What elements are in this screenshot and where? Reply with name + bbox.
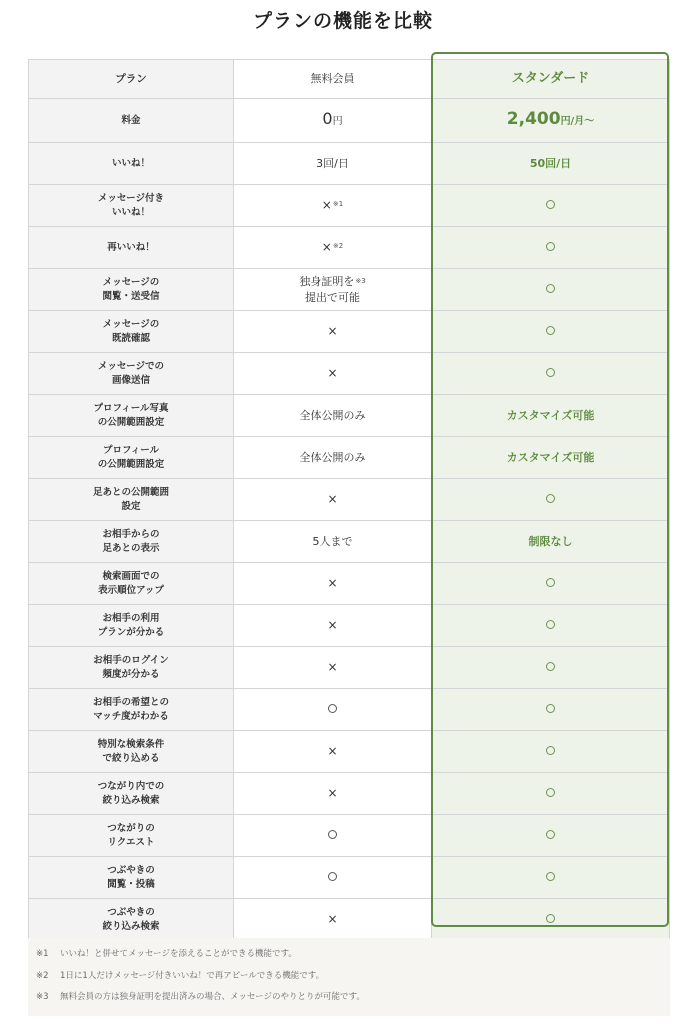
header-free-label: 無料会員 — [310, 72, 355, 85]
price-free-amount: 0 — [322, 109, 333, 128]
feature-label: 足あとの表示 — [102, 542, 160, 554]
feature-cell — [29, 563, 234, 605]
table-row — [29, 605, 670, 647]
feature-label: メッセージ付き — [98, 192, 164, 204]
price-free-unit: 円 — [332, 116, 343, 127]
table-row — [29, 563, 670, 605]
footnote — [36, 966, 662, 988]
feature-label: の公開範囲設定 — [97, 458, 165, 470]
cross-mark: × — [327, 660, 338, 674]
free-cell — [234, 647, 432, 689]
table-row — [29, 815, 670, 857]
price-row — [29, 99, 670, 143]
feature-label: 画像送信 — [111, 374, 150, 386]
free-cell — [234, 857, 432, 899]
free-cell — [234, 437, 432, 479]
feature-label: 絞り込み検索 — [102, 794, 160, 806]
feature-cell — [29, 731, 234, 773]
feature-label: お相手のログイン — [93, 654, 169, 666]
circle-mark — [328, 872, 337, 881]
header-standard-label: スタンダード — [511, 71, 590, 86]
cross-mark: × — [327, 912, 338, 926]
circle-mark — [546, 284, 555, 293]
cross-mark: × — [321, 198, 332, 212]
price-label: 料金 — [121, 114, 141, 126]
table-row — [29, 395, 670, 437]
circle-mark — [546, 242, 555, 251]
standard-cell — [432, 269, 670, 311]
footnote-mark: ※3 — [36, 992, 49, 1002]
cross-mark: × — [327, 324, 338, 338]
standard-cell — [432, 395, 670, 437]
cross-mark: × — [327, 744, 338, 758]
cell-text: 50回/日 — [529, 156, 572, 170]
cross-mark: × — [327, 618, 338, 632]
feature-cell — [29, 521, 234, 563]
circle-mark — [546, 914, 555, 923]
feature-cell — [29, 647, 234, 689]
feature-label: 閲覧・投稿 — [107, 878, 155, 890]
price-standard-cell — [432, 99, 670, 143]
free-cell — [234, 353, 432, 395]
header-free-cell — [234, 60, 432, 99]
feature-cell — [29, 395, 234, 437]
cell-text: 5人まで — [312, 534, 353, 548]
feature-label: で絞り込める — [102, 752, 160, 764]
circle-mark — [546, 704, 555, 713]
header-standard-cell — [432, 60, 670, 99]
cell-text: 3回/日 — [316, 156, 349, 170]
free-cell — [234, 395, 432, 437]
free-cell — [234, 899, 432, 941]
cell-line: 独身証明を — [299, 274, 355, 288]
header-feature-label: プラン — [115, 73, 147, 85]
feature-cell — [29, 437, 234, 479]
circle-mark — [546, 872, 555, 881]
table-row — [29, 227, 670, 269]
feature-label: の公開範囲設定 — [97, 416, 165, 428]
footnote — [36, 987, 662, 1009]
footnote-text: 1日に1人だけメッセージ付きいいね！で再アピールできる機能です。 — [60, 970, 325, 981]
header-feature-cell — [29, 60, 234, 99]
cross-mark: × — [327, 492, 338, 506]
circle-mark — [546, 620, 555, 629]
table-row — [29, 185, 670, 227]
feature-cell — [29, 605, 234, 647]
standard-cell — [432, 437, 670, 479]
free-cell — [234, 269, 432, 311]
feature-label: 足あとの公開範囲 — [92, 486, 169, 498]
feature-cell — [29, 227, 234, 269]
cell-text: カスタマイズ可能 — [506, 408, 595, 422]
cell-text: 制限なし — [528, 534, 573, 548]
footnote-text: 無料会員の方は独身証明を提出済みの場合、メッセージのやりとりが可能です。 — [60, 992, 365, 1002]
table-row — [29, 899, 670, 941]
free-cell — [234, 689, 432, 731]
standard-cell — [432, 143, 670, 185]
feature-cell — [29, 689, 234, 731]
price-standard-amount: 2,400 — [506, 109, 561, 129]
price-feature-cell — [29, 99, 234, 143]
table-row — [29, 689, 670, 731]
circle-mark — [546, 494, 555, 503]
standard-cell — [432, 689, 670, 731]
free-cell — [234, 227, 432, 269]
table-row — [29, 311, 670, 353]
feature-label: プロフィール — [102, 444, 160, 456]
feature-label: メッセージの — [102, 318, 160, 330]
feature-cell — [29, 185, 234, 227]
table-row — [29, 143, 670, 185]
feature-label: いいね！ — [111, 206, 150, 218]
feature-label: お相手の希望との — [92, 696, 169, 708]
circle-mark — [546, 662, 555, 671]
standard-cell — [432, 605, 670, 647]
feature-label: 特別な検索条件 — [97, 738, 165, 750]
feature-label: つながり内での — [97, 780, 165, 792]
feature-label: メッセージでの — [98, 360, 164, 372]
cross-mark: × — [321, 240, 332, 254]
feature-cell — [29, 899, 234, 941]
table-row — [29, 521, 670, 563]
footnote — [36, 944, 662, 966]
free-cell — [234, 563, 432, 605]
feature-label: お相手の利用 — [102, 612, 160, 624]
free-cell — [234, 143, 432, 185]
page-title: プランの機能を比較 — [252, 10, 433, 32]
feature-label: マッチ度がわかる — [93, 710, 169, 722]
circle-mark — [328, 830, 337, 839]
feature-label: 既読確認 — [111, 332, 150, 344]
table-row — [29, 353, 670, 395]
feature-label: つぶやきの — [107, 864, 155, 876]
circle-mark — [328, 704, 337, 713]
feature-cell — [29, 311, 234, 353]
standard-cell — [432, 731, 670, 773]
feature-cell — [29, 143, 234, 185]
free-cell — [234, 521, 432, 563]
price-free-cell — [234, 99, 432, 143]
footnote-ref: ※3 — [355, 276, 366, 285]
circle-mark — [546, 326, 555, 335]
cross-mark: × — [327, 786, 338, 800]
circle-mark — [546, 746, 555, 755]
feature-cell — [29, 857, 234, 899]
footnote-ref: ※2 — [332, 242, 344, 250]
circle-mark — [546, 200, 555, 209]
standard-cell — [432, 647, 670, 689]
free-cell — [234, 185, 432, 227]
standard-cell — [432, 479, 670, 521]
standard-cell — [432, 521, 670, 563]
table-row — [29, 269, 670, 311]
circle-mark — [546, 830, 555, 839]
standard-cell — [432, 227, 670, 269]
feature-label: プロフィール写真 — [93, 402, 169, 414]
feature-label: メッセージの — [102, 276, 160, 288]
circle-mark — [546, 788, 555, 797]
standard-cell — [432, 353, 670, 395]
footnote-mark: ※2 — [36, 970, 49, 981]
feature-label: 表示順位アップ — [98, 584, 164, 596]
feature-label: 設定 — [121, 500, 141, 512]
feature-cell — [29, 353, 234, 395]
feature-label: 頻度が分かる — [102, 668, 160, 680]
free-cell — [234, 731, 432, 773]
feature-label: 再いいね！ — [107, 241, 155, 253]
feature-label: 閲覧・送受信 — [102, 290, 160, 302]
feature-label: 絞り込み検索 — [102, 920, 160, 932]
comparison-table — [28, 59, 670, 941]
cross-mark: × — [327, 576, 338, 590]
free-cell — [234, 773, 432, 815]
standard-cell — [432, 857, 670, 899]
standard-cell — [432, 815, 670, 857]
footnote-text: いいね！と併せてメッセージを添えることができる機能です。 — [60, 949, 297, 959]
standard-cell — [432, 773, 670, 815]
feature-label: リクエスト — [107, 836, 155, 848]
table-row — [29, 479, 670, 521]
table-row — [29, 731, 670, 773]
circle-mark — [546, 578, 555, 587]
cross-mark: × — [327, 366, 338, 380]
footnotes — [28, 938, 670, 1016]
feature-cell — [29, 269, 234, 311]
footnote-ref: ※1 — [332, 200, 344, 208]
free-cell — [234, 311, 432, 353]
feature-label: いいね！ — [111, 157, 150, 169]
free-cell — [234, 479, 432, 521]
cell-text: 全体公開のみ — [299, 408, 366, 422]
standard-cell — [432, 311, 670, 353]
feature-cell — [29, 815, 234, 857]
cell-text: カスタマイズ可能 — [506, 450, 595, 464]
cell-text: 全体公開のみ — [299, 450, 366, 464]
circle-mark — [546, 368, 555, 377]
footnote-mark: ※1 — [36, 949, 49, 959]
table-row — [29, 857, 670, 899]
feature-cell — [29, 479, 234, 521]
feature-label: お相手からの — [102, 528, 160, 540]
table-row — [29, 437, 670, 479]
feature-label: 検索画面での — [102, 570, 160, 582]
table-row — [29, 773, 670, 815]
standard-cell — [432, 899, 670, 941]
price-standard-unit: 円/月〜 — [560, 116, 595, 127]
standard-cell — [432, 563, 670, 605]
feature-label: プランが分かる — [97, 626, 165, 638]
free-cell — [234, 605, 432, 647]
free-cell — [234, 815, 432, 857]
feature-label: つながりの — [107, 822, 155, 834]
header-row — [29, 60, 670, 99]
feature-cell — [29, 773, 234, 815]
feature-label: つぶやきの — [107, 906, 155, 918]
cell-line: 提出で可能 — [305, 290, 360, 304]
standard-cell — [432, 185, 670, 227]
comparison-table-container — [28, 59, 668, 941]
table-row — [29, 647, 670, 689]
